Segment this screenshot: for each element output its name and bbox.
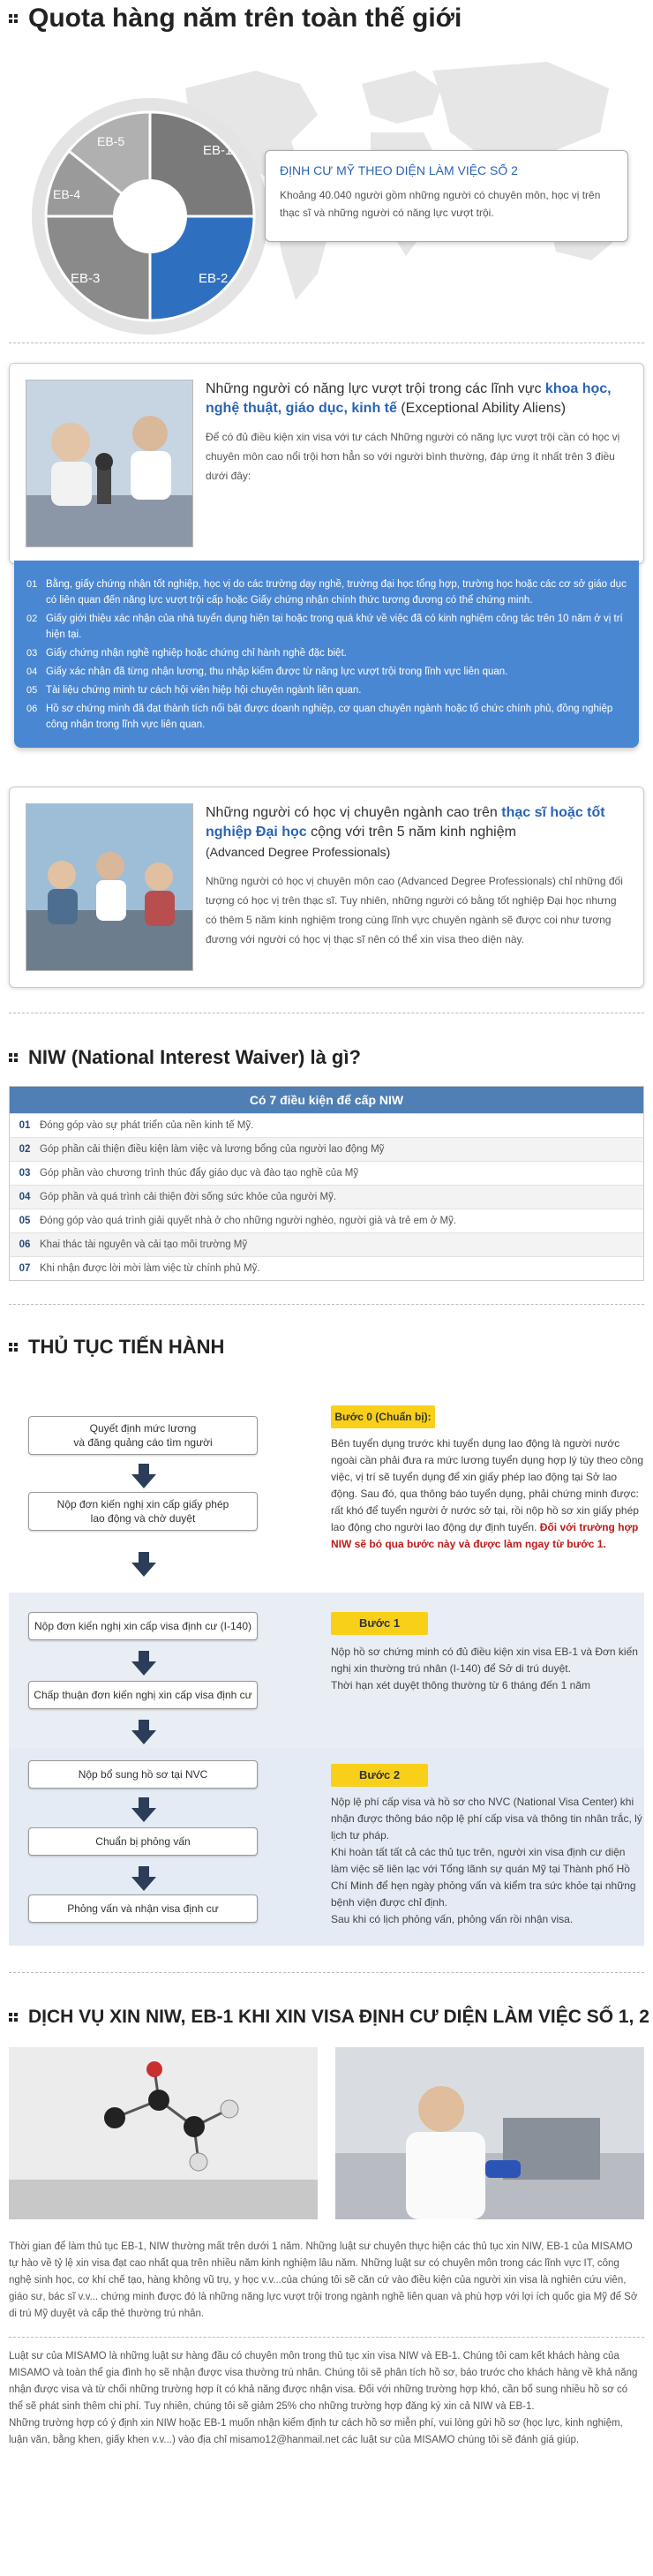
lab-students-photo <box>26 380 193 547</box>
procedure-section <box>0 1329 653 1946</box>
exceptional-ability-text: Để có đủ điều kiện xin visa với tư cách Những người có năng lực vượt trội cần có học vị chuyên môn cao nổi trội hơn hẳn so với người bình thường, đáp ứng ít nhất trên 3 điều dưới đây: <box>206 431 620 482</box>
exceptional-ability-requirements <box>14 561 639 748</box>
procedure-flowchart <box>9 1400 644 1946</box>
callout-text: Khoảng 40.040 người gồm những người có chuyên môn, học vị trên thạc sĩ và những người có năng lực vượt trội. <box>280 189 601 219</box>
exceptional-ability-section <box>9 363 644 748</box>
down-arrow-icon <box>131 1474 156 1488</box>
down-arrow-icon <box>131 1661 156 1676</box>
niw-title: NIW (National Interest Waiver) là gì? <box>0 1040 653 1075</box>
flow-step-salary-ad: Quyết định mức lương và đăng quảng cáo tìm người <box>28 1416 258 1455</box>
pie-label-eb3: EB-3 <box>71 271 101 286</box>
advanced-degree-card <box>9 787 644 988</box>
separator <box>9 2337 644 2338</box>
step0-text: Bên tuyển dụng trước khi tuyển dụng lao động là người nước ngoài cần phải đưa ra mức lương tuyển dụng hợp lý tùy theo công việc, vị trí sẽ tuyển dụng để xin giấy phép lao động tại Sở lao động. Sau đó, qua thông báo tuyển dụng, phải chứng minh được: rất khó để tuyển người ở nước sở tại, rồi nộp hồ sơ xin giấy phép lao động cho người lao động dự định tuyển. Đối với trường hợp NIW sẽ bỏ qua bước này và được làm ngay từ bước 1. <box>331 1437 644 1550</box>
pie-label-eb1: EB-1 <box>203 143 233 158</box>
niw-section <box>0 1040 653 1281</box>
advanced-degree-body <box>193 803 627 971</box>
table-row: 03 Góp phần vào chương trình thúc đẩy giáo dục và đào tạo nghề của Mỹ <box>10 1161 643 1185</box>
title-bullet-icon <box>9 14 18 23</box>
procedure-title: THỦ TỤC TIẾN HÀNH <box>0 1329 653 1365</box>
down-arrow-icon <box>131 1877 156 1891</box>
niw-table-rows <box>10 1113 643 1280</box>
down-arrow-icon <box>131 1808 156 1822</box>
quota-section <box>0 0 653 343</box>
niw-conditions-table <box>9 1086 644 1281</box>
eb2-callout <box>265 150 628 242</box>
advanced-degree-section <box>9 787 644 988</box>
step0-tag: Bước 0 (Chuẩn bị): <box>331 1405 435 1428</box>
classroom-photo <box>26 803 193 971</box>
title-bullet-icon <box>9 1343 18 1352</box>
flow-step-prepare-interview: Chuẩn bị phỏng vấn <box>28 1827 258 1856</box>
advanced-degree-heading: Những người có học vị chuyên ngành cao trên thạc sĩ hoặc tốt nghiệp Đại học cộng với trên 5 năm kinh nghiệm (Advanced Degree Professionals) <box>206 805 605 859</box>
table-row: 04 Góp phần và quá trình cải thiện đời sống sức khỏe của người Mỹ. <box>10 1185 643 1209</box>
services-section <box>0 2000 653 2449</box>
list-item: 03 Giấy chứng nhận nghề nghiệp hoặc chứng chỉ hành nghề đặc biệt. <box>26 648 347 659</box>
title-bullet-icon <box>9 2013 18 2022</box>
table-row: 07 Khi nhận được lời mời làm việc từ chính phủ Mỹ. <box>10 1256 643 1280</box>
step2-tag: Bước 2 <box>331 1764 428 1787</box>
services-paragraph-1: Thời gian để làm thủ tục EB-1, NIW thường mất trên dưới 1 năm. Những luật sư chuyên thực hiện các thủ tục xin NIW, EB-1 của MISAMO tự hào về tỷ lệ xin visa đạt cao nhất qua trên nhiều năm kinh nghiệm lâu năm. Những luật sư có chuyên môn trong các lĩnh vực IT, công nghệ sinh học, cơ khí chế tạo, hàng không vũ trụ, y học v.v...của chúng tôi sẽ căn cứ vào điều kiện của người xin visa là nghiên cứu viên, giáo sư, bác sĩ v.v... chứng minh được đó là những năng lực vượt trội trong ngành nghề liên quan và phù hợp với lợi ích quốc gia Mỹ để Sở di trú Mỹ duyệt và cấp thẻ thường trú nhân. <box>9 2241 638 2319</box>
pie-label-eb4: EB-4 <box>53 187 81 201</box>
list-item: 06 Hồ sơ chứng minh đã đạt thành tích nổi bật được doanh nghiệp, cơ quan chuyên ngành hoặc tổ chức chính phủ, đồng nghiệp công nhận trong lĩnh vực liên quan. <box>26 704 613 730</box>
pie-label-eb5: EB-5 <box>97 134 125 148</box>
table-row: 05 Đóng góp vào quá trình giải quyết nhà ở cho những người nghèo, người già và trẻ em ở Mỹ. <box>10 1209 643 1232</box>
flow-step-interview: Phỏng vấn và nhận visa định cư <box>28 1894 258 1923</box>
flow-step-approval: Chấp thuận đơn kiến nghị xin cấp visa định cư <box>28 1681 258 1709</box>
table-row: 06 Khai thác tài nguyên và cải tạo môi trường Mỹ <box>10 1232 643 1256</box>
quota-pie-chart <box>26 93 274 340</box>
list-item: 04 Giấy xác nhận đã từng nhận lương, thu nhập kiếm được từ năng lực vượt trội trong lĩnh vực liên quan. <box>26 667 508 677</box>
down-arrow-icon <box>131 1563 156 1577</box>
list-item: 01 Bằng, giấy chứng nhận tốt nghiệp, học vị do các trường dạy nghề, trường đại học tổng hợp, trường học hoặc các cơ sở giáo dục có liên quan đến năng lực vượt trội cấp hoặc Giấy chứng nhận chính thức tương đương có thể chứng minh. <box>26 579 627 606</box>
title-bullet-icon <box>9 1053 18 1062</box>
separator <box>9 1972 644 1973</box>
callout-title: ĐỊNH CƯ MỸ THEO DIỆN LÀM VIỆC SỐ 2 <box>280 163 518 177</box>
exceptional-ability-card <box>9 363 644 564</box>
services-title: DỊCH VỤ XIN NIW, EB-1 KHI XIN VISA ĐỊNH CƯ DIỆN LÀM VIỆC SỐ 1, 2 <box>0 2000 653 2035</box>
services-photos <box>9 2047 644 2219</box>
lab-researcher-photo <box>335 2047 644 2219</box>
list-item: 02 Giấy giới thiệu xác nhận của nhà tuyển dụng hiện tại hoặc trong quá khứ về việc đã có kinh nghiệm công tác trên 10 năm ở vị trí hiện tại. <box>26 614 623 640</box>
exceptional-ability-body <box>193 380 627 547</box>
step0-note: Đối với trường hợp NIW sẽ bỏ qua bước này và được làm ngay từ bước 1. <box>331 1521 639 1550</box>
molecule-model-photo <box>9 2047 318 2219</box>
quota-title: Quota hàng năm trên toàn thế giới <box>9 0 644 35</box>
flow-step-labor-permit: Nộp đơn kiến nghị xin cấp giấy phép lao động và chờ duyệt <box>28 1492 258 1531</box>
separator <box>9 1304 644 1305</box>
services-paragraph-2: Luật sư của MISAMO là những luật sư hàng đầu có chuyên môn trong thủ tục xin visa NIW và EB-1. Chúng tôi cam kết khách hàng của MISAMO và toàn thể gia đình họ sẽ nhận được visa thường trú nhân. Chúng tôi sẽ phân tích hồ sơ, báo trước cho khách hàng về khả năng nhận được visa và từ chối những trường hợp ít có khả năng được nhận visa. Đối với những trường hợp khó, cần bổ sung nhiều hồ sơ có thể sẽ phát sinh thêm chi phí. Tuy nhiên, chúng tôi sẽ giảm 25% cho những trường hợp đăng ký xin cả NIW và EB-1. Những trường hợp có ý định xin NIW hoặc EB-1 muốn nhận kiểm định tư cách hồ sơ miễn phí, vui lòng gửi hồ sơ (học lực, kinh nghiệm, luận văn, bằng khen, giấy khen v.v...) vào địa chỉ misamo12@hanmail.net các luật sư của MISAMO chúng tôi sẽ đánh giá giúp. <box>9 2351 638 2445</box>
advanced-degree-text: Những người có học vị chuyên môn cao (Advanced Degree Professionals) chỉ những đối tượng có học vị trên thạc sĩ. Tuy nhiên, những người có bằng tốt nghiệp Đại học nhưng có thêm 5 năm kinh nghiệm trong cùng lĩnh vực chuyên ngành sẽ được coi như tương đương với người có học vị thạc sĩ nên có thể xin visa theo diện này. <box>206 875 623 945</box>
down-arrow-icon <box>131 1730 156 1744</box>
table-row: 01 Đóng góp vào sự phát triển của nền kinh tế Mỹ. <box>10 1113 643 1137</box>
flow-step-i140: Nộp đơn kiến nghị xin cấp visa định cư (I-140) <box>28 1612 258 1640</box>
step1-text: Nộp hồ sơ chứng minh có đủ điều kiện xin visa EB-1 và Đơn kiến nghị xin thường trú nhân (I-140) để Sở di trú duyệt. Thời hạn xét duyệt thông thường từ 6 tháng đến 1 năm <box>331 1646 638 1691</box>
niw-table-title: Có 7 điều kiện để cấp NIW <box>10 1087 643 1113</box>
pie-label-eb2: EB-2 <box>199 271 229 286</box>
step2-text: Nộp lệ phí cấp visa và hồ sơ cho NVC (National Visa Center) khi nhận được thông báo nộp lệ phí cấp visa và thông tin nhân trắc, lý lịch tư pháp. Khi hoàn tất tất cả các thủ tục trên, người xin visa định cư diện làm việc sẽ liên lạc với Tổng lãnh sự quán Mỹ tại Thành phố Hồ Chí Minh để hẹn ngày phỏng vấn và kiểm tra sức khỏe tại những bệnh viện được chỉ định. Sau khi có lịch phỏng vấn, phỏng vấn rồi nhận visa. <box>331 1796 642 1925</box>
exceptional-ability-heading: Những người có năng lực vượt trội trong các lĩnh vực khoa học, nghệ thuật, giáo dục, kinh tế (Exceptional Ability Aliens) <box>206 381 612 416</box>
table-row: 02 Góp phần cải thiện điều kiện làm việc và lương bổng của người lao động Mỹ <box>10 1137 643 1161</box>
step1-tag: Bước 1 <box>331 1612 428 1635</box>
list-item: 05 Tài liệu chứng minh tư cách hội viên hiệp hội chuyên ngành liên quan. <box>26 685 362 696</box>
flow-step-nvc: Nộp bổ sung hồ sơ tại NVC <box>28 1760 258 1789</box>
